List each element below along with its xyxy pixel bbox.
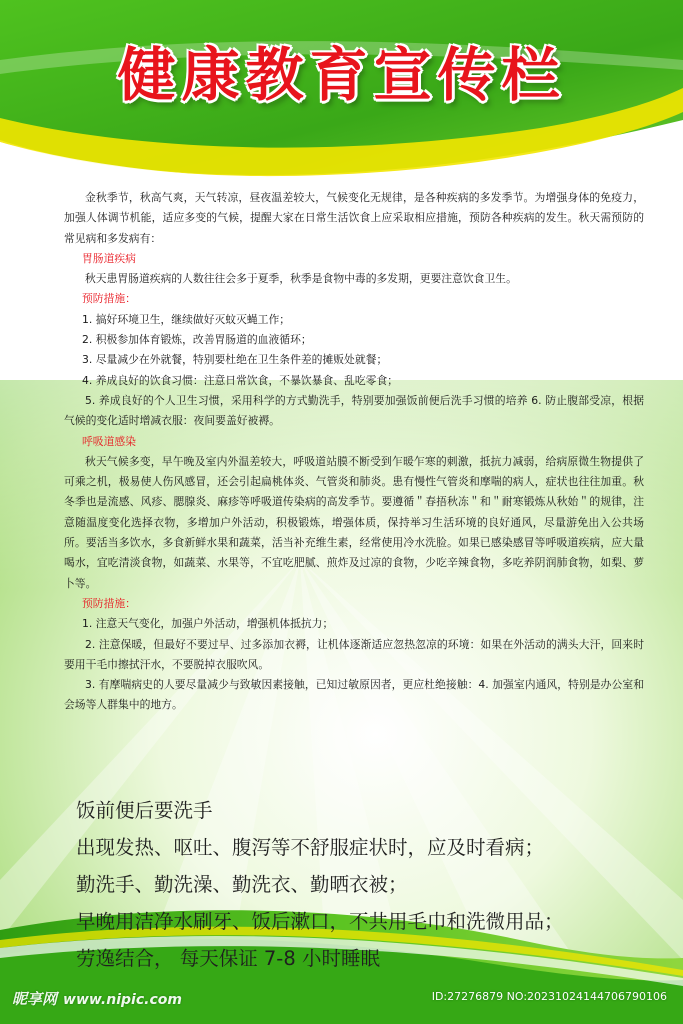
tip-line: 饭前便后要洗手 xyxy=(76,799,213,822)
list-item: 1. 注意天气变化，加强户外活动，增强机体抵抗力； xyxy=(82,617,334,631)
prevention-heading-gi: 预防措施： xyxy=(82,292,136,306)
watermark-logo xyxy=(12,988,182,1009)
list-item: 2. 注意保暖，但最好不要过早、过多添加衣褥，让机体逐渐适应忽热忽凉的环境：如果在外活动的满头大汗，回来时要用干毛巾擦拭汗水，不要脱掉衣服吹风。 xyxy=(64,637,644,671)
tip-line: 早晚用洁净水刷牙、饭后漱口，不共用毛巾和洗微用品； xyxy=(76,910,564,933)
list-item: 3. 尽量减少在外就餐，特别要杜绝在卫生条件差的摊贩处就餐； xyxy=(82,353,388,367)
tip-line: 出现发热、呕吐、腹泻等不舒服症状时，应及时看病； xyxy=(76,836,545,859)
section-heading-gi: 胃肠道疾病 xyxy=(82,251,136,265)
tip-line: 勤洗手、勤洗澡、勤洗衣、勤晒衣被； xyxy=(76,873,408,896)
section-heading-respiratory: 呼吸道感染 xyxy=(82,434,136,448)
tip-line: 劳逸结合， 每天保证 7-8 小时睡眠 xyxy=(76,947,380,970)
section-body-respiratory: 秋天气候多变，早午晚及室内外温差较大，呼吸道站膜不断受到乍暖乍寒的刺激，抵抗力减弱，给病原微生物提供了可乘之机，极易使人伤风感冒，还会引起扁桃体炎、气管炎和肺炎。患有慢性气管炎和摩喘的病人，症状也往往加重。秋冬季也是流感、风疹、腮腺炎、麻疹等呼吸道传染病的高发季节。要遵循＂春捂秋冻＂和＂耐寒锻炼从秋始＂的规律，注意随温度变化选择衣物，多增加户外活动，积极锻炼，增强体质，保持举习生活环境的良好通风，尽量游免出入公共场所。要活当多饮水，多食新鲜水果和蔬菜，活当补充维生素，经常使用冷水洗脸。如果已感染感冒等呼吸道疾病，应大量喝水，宜吃清淡食物，如蔬菜、水果等，不宜吃肥腻、煎炸及过凉的食物，少吃辛辣食物，多吃养阴润肺食物，如梨、萝卜等。 xyxy=(64,454,644,590)
list-item: 4. 养成良好的饮食习惯：注意日常饮食，不暴饮暴食、乱吃零食； xyxy=(82,373,399,387)
list-item: 2. 积极参加体育锻炼，改善胃肠道的血液循环； xyxy=(82,333,312,347)
list-item: 3. 有摩喘病史的人要尽量减少与致敏因素接触，已知过敏原因者，更应杜绝接触：4. 加强室内通风，特别是办公室和会场等人群集中的地方。 xyxy=(64,678,644,712)
section-body-gi: 秋天患胃肠道疾病的人数往往会多于夏季，秋季是食物中毒的多发期，更要注意饮食卫生。 xyxy=(85,272,517,286)
health-tips xyxy=(76,792,676,977)
list-item: 1. 搞好环境卫生，继续做好灭蚊灭蝇工作； xyxy=(82,312,291,326)
article-body xyxy=(64,188,644,716)
watermark-url: www.nipic.com xyxy=(63,992,182,1008)
list-item: 5. 养成良好的个人卫生习惯，采用科学的方式勤洗手，特别要加强饭前便后洗手习惯的培养 6. 防止腹部受凉，根据气候的变化适时增减衣服：夜间要盖好被褥。 xyxy=(64,393,644,428)
prevention-heading-respiratory: 预防措施： xyxy=(82,596,136,610)
watermark-logo-text: 昵享网 xyxy=(12,990,58,1008)
watermark-id: ID:27276879 NO:20231024144706790106 xyxy=(431,990,667,1003)
intro-paragraph: 金秋季节，秋高气爽，天气转凉，昼夜温差较大，气候变化无规律，是各种疾病的多发季节。为增强身体的免疫力，加强人体调节机能，适应多变的气候，提醒大家在日常生活饮食上应采取相应措施，预防各种疾病的发生。秋天需预防的常见病和多发病有： xyxy=(64,191,644,245)
poster-title: 健康教育宣传栏 xyxy=(117,41,566,109)
